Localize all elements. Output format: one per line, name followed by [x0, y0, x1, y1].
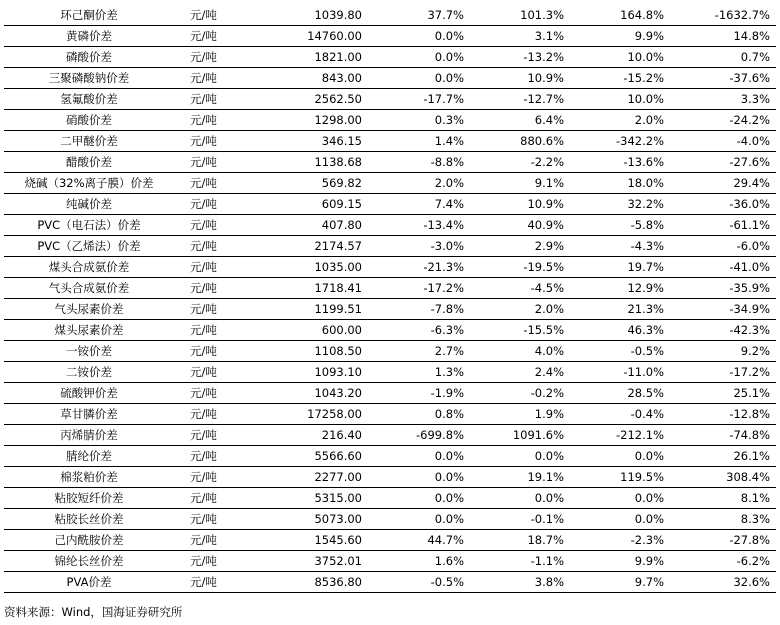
- cell-change-2: 0.0%: [470, 446, 570, 467]
- cell-change-3: 21.3%: [570, 299, 670, 320]
- cell-spread-value: 569.82: [270, 173, 368, 194]
- cell-item-name: 三聚磷酸钠价差: [4, 68, 174, 89]
- cell-spread-value: 1821.00: [270, 47, 368, 68]
- cell-change-2: 10.9%: [470, 194, 570, 215]
- cell-change-2: -4.5%: [470, 278, 570, 299]
- cell-item-name: PVC（电石法）价差: [4, 215, 174, 236]
- cell-change-1: -1.9%: [368, 383, 470, 404]
- table-row: [4, 215, 776, 236]
- cell-spread-value: 8536.80: [270, 572, 368, 593]
- cell-change-1: 1.3%: [368, 362, 470, 383]
- cell-spread-value: 1093.10: [270, 362, 368, 383]
- cell-item-name: 锦纶长丝价差: [4, 551, 174, 572]
- cell-change-3: -4.3%: [570, 236, 670, 257]
- cell-unit: 元/吨: [174, 131, 270, 152]
- cell-unit: 元/吨: [174, 488, 270, 509]
- table-row: [4, 110, 776, 131]
- cell-change-1: 0.0%: [368, 488, 470, 509]
- cell-unit: 元/吨: [174, 446, 270, 467]
- cell-spread-value: 5315.00: [270, 488, 368, 509]
- cell-item-name: 草甘膦价差: [4, 404, 174, 425]
- cell-change-3: 12.9%: [570, 278, 670, 299]
- cell-change-4: -12.8%: [670, 404, 776, 425]
- cell-change-3: -2.3%: [570, 530, 670, 551]
- table-row: [4, 404, 776, 425]
- cell-change-3: 119.5%: [570, 467, 670, 488]
- cell-change-1: 0.0%: [368, 68, 470, 89]
- cell-unit: 元/吨: [174, 362, 270, 383]
- cell-unit: 元/吨: [174, 215, 270, 236]
- cell-change-3: 32.2%: [570, 194, 670, 215]
- cell-item-name: 一铵价差: [4, 341, 174, 362]
- cell-change-4: -34.9%: [670, 299, 776, 320]
- cell-change-1: -6.3%: [368, 320, 470, 341]
- cell-spread-value: 2277.00: [270, 467, 368, 488]
- cell-item-name: 醋酸价差: [4, 152, 174, 173]
- cell-unit: 元/吨: [174, 530, 270, 551]
- cell-change-1: 1.4%: [368, 131, 470, 152]
- cell-change-4: 3.3%: [670, 89, 776, 110]
- cell-change-2: 18.7%: [470, 530, 570, 551]
- cell-unit: 元/吨: [174, 110, 270, 131]
- cell-spread-value: 2562.50: [270, 89, 368, 110]
- cell-change-4: 8.3%: [670, 509, 776, 530]
- table-row: [4, 467, 776, 488]
- cell-change-3: 9.9%: [570, 26, 670, 47]
- cell-item-name: 环己酮价差: [4, 5, 174, 26]
- cell-change-3: 2.0%: [570, 110, 670, 131]
- cell-change-3: -342.2%: [570, 131, 670, 152]
- cell-change-3: 10.0%: [570, 89, 670, 110]
- cell-spread-value: 5073.00: [270, 509, 368, 530]
- cell-item-name: 氢氟酸价差: [4, 89, 174, 110]
- table-row: [4, 131, 776, 152]
- cell-change-4: -24.2%: [670, 110, 776, 131]
- cell-change-2: 10.9%: [470, 68, 570, 89]
- table-row: [4, 152, 776, 173]
- cell-item-name: 气头合成氨价差: [4, 278, 174, 299]
- cell-change-3: 0.0%: [570, 509, 670, 530]
- table-row: [4, 509, 776, 530]
- cell-spread-value: 407.80: [270, 215, 368, 236]
- cell-change-1: 0.0%: [368, 26, 470, 47]
- cell-item-name: 粘胶短纤价差: [4, 488, 174, 509]
- cell-spread-value: 609.15: [270, 194, 368, 215]
- table-row: [4, 446, 776, 467]
- cell-change-3: -212.1%: [570, 425, 670, 446]
- table-row: [4, 572, 776, 593]
- cell-change-2: 3.8%: [470, 572, 570, 593]
- cell-unit: 元/吨: [174, 278, 270, 299]
- cell-change-4: -17.2%: [670, 362, 776, 383]
- cell-change-3: 0.0%: [570, 488, 670, 509]
- cell-change-3: 10.0%: [570, 47, 670, 68]
- cell-change-2: -1.1%: [470, 551, 570, 572]
- cell-change-4: 308.4%: [670, 467, 776, 488]
- cell-change-2: -13.2%: [470, 47, 570, 68]
- cell-change-4: 26.1%: [670, 446, 776, 467]
- cell-change-4: -61.1%: [670, 215, 776, 236]
- cell-unit: 元/吨: [174, 299, 270, 320]
- cell-change-3: 18.0%: [570, 173, 670, 194]
- cell-change-1: 0.8%: [368, 404, 470, 425]
- cell-change-2: 0.0%: [470, 488, 570, 509]
- cell-item-name: 二铵价差: [4, 362, 174, 383]
- table-row: [4, 551, 776, 572]
- price-spread-table: [4, 5, 776, 593]
- cell-change-2: 19.1%: [470, 467, 570, 488]
- cell-change-4: -27.8%: [670, 530, 776, 551]
- cell-item-name: 粘胶长丝价差: [4, 509, 174, 530]
- table-row: [4, 488, 776, 509]
- table-row: [4, 278, 776, 299]
- cell-change-3: 19.7%: [570, 257, 670, 278]
- cell-spread-value: 1298.00: [270, 110, 368, 131]
- cell-spread-value: 1039.80: [270, 5, 368, 26]
- cell-spread-value: 3752.01: [270, 551, 368, 572]
- cell-item-name: 烧碱（32%离子膜）价差: [4, 173, 174, 194]
- cell-change-4: -37.6%: [670, 68, 776, 89]
- table-row: [4, 89, 776, 110]
- table-row: [4, 362, 776, 383]
- cell-item-name: 气头尿素价差: [4, 299, 174, 320]
- cell-change-4: 0.7%: [670, 47, 776, 68]
- cell-change-1: 2.7%: [368, 341, 470, 362]
- cell-unit: 元/吨: [174, 194, 270, 215]
- table-row: [4, 383, 776, 404]
- table-row: [4, 68, 776, 89]
- cell-change-3: 46.3%: [570, 320, 670, 341]
- cell-change-2: 880.6%: [470, 131, 570, 152]
- cell-change-1: 0.3%: [368, 110, 470, 131]
- cell-unit: 元/吨: [174, 467, 270, 488]
- table-row: [4, 257, 776, 278]
- cell-item-name: 纯碱价差: [4, 194, 174, 215]
- cell-change-3: -15.2%: [570, 68, 670, 89]
- cell-spread-value: 1199.51: [270, 299, 368, 320]
- cell-item-name: 磷酸价差: [4, 47, 174, 68]
- cell-change-1: 2.0%: [368, 173, 470, 194]
- cell-change-2: -19.5%: [470, 257, 570, 278]
- cell-unit: 元/吨: [174, 551, 270, 572]
- cell-change-4: -6.0%: [670, 236, 776, 257]
- cell-spread-value: 1108.50: [270, 341, 368, 362]
- cell-change-4: -6.2%: [670, 551, 776, 572]
- table-body: [4, 5, 776, 593]
- table-row: [4, 236, 776, 257]
- cell-spread-value: 14760.00: [270, 26, 368, 47]
- cell-change-3: -0.5%: [570, 341, 670, 362]
- cell-change-4: 8.1%: [670, 488, 776, 509]
- cell-spread-value: 346.15: [270, 131, 368, 152]
- cell-change-4: -4.0%: [670, 131, 776, 152]
- table-row: [4, 5, 776, 26]
- cell-change-2: 9.1%: [470, 173, 570, 194]
- cell-unit: 元/吨: [174, 509, 270, 530]
- cell-change-4: 29.4%: [670, 173, 776, 194]
- cell-unit: 元/吨: [174, 320, 270, 341]
- cell-change-2: -12.7%: [470, 89, 570, 110]
- cell-change-4: -42.3%: [670, 320, 776, 341]
- cell-change-2: 2.4%: [470, 362, 570, 383]
- cell-change-2: 2.9%: [470, 236, 570, 257]
- cell-unit: 元/吨: [174, 236, 270, 257]
- table-row: [4, 530, 776, 551]
- spread-table-container: [4, 5, 776, 593]
- cell-change-1: -13.4%: [368, 215, 470, 236]
- cell-spread-value: 2174.57: [270, 236, 368, 257]
- cell-item-name: 己内酰胺价差: [4, 530, 174, 551]
- cell-change-2: 6.4%: [470, 110, 570, 131]
- table-row: [4, 194, 776, 215]
- cell-change-1: -3.0%: [368, 236, 470, 257]
- cell-change-4: -74.8%: [670, 425, 776, 446]
- cell-item-name: 腈纶价差: [4, 446, 174, 467]
- cell-spread-value: 1138.68: [270, 152, 368, 173]
- cell-item-name: 黄磷价差: [4, 26, 174, 47]
- cell-change-1: -17.2%: [368, 278, 470, 299]
- cell-unit: 元/吨: [174, 425, 270, 446]
- cell-change-1: 0.0%: [368, 47, 470, 68]
- cell-change-3: 164.8%: [570, 5, 670, 26]
- cell-item-name: PVC（乙烯法）价差: [4, 236, 174, 257]
- cell-change-3: -13.6%: [570, 152, 670, 173]
- table-row: [4, 173, 776, 194]
- cell-unit: 元/吨: [174, 257, 270, 278]
- cell-change-4: -41.0%: [670, 257, 776, 278]
- cell-change-2: 101.3%: [470, 5, 570, 26]
- cell-change-1: 7.4%: [368, 194, 470, 215]
- cell-item-name: 煤头合成氨价差: [4, 257, 174, 278]
- cell-change-1: -699.8%: [368, 425, 470, 446]
- cell-item-name: 棉浆粕价差: [4, 467, 174, 488]
- cell-change-4: -1632.7%: [670, 5, 776, 26]
- cell-spread-value: 843.00: [270, 68, 368, 89]
- table-row: [4, 425, 776, 446]
- cell-change-1: 0.0%: [368, 509, 470, 530]
- cell-unit: 元/吨: [174, 383, 270, 404]
- cell-change-4: 25.1%: [670, 383, 776, 404]
- cell-change-2: 1091.6%: [470, 425, 570, 446]
- cell-change-1: 44.7%: [368, 530, 470, 551]
- table-row: [4, 341, 776, 362]
- cell-unit: 元/吨: [174, 5, 270, 26]
- cell-item-name: 二甲醚价差: [4, 131, 174, 152]
- cell-change-1: -0.5%: [368, 572, 470, 593]
- cell-unit: 元/吨: [174, 47, 270, 68]
- cell-item-name: PVA价差: [4, 572, 174, 593]
- cell-unit: 元/吨: [174, 68, 270, 89]
- cell-item-name: 丙烯腈价差: [4, 425, 174, 446]
- cell-unit: 元/吨: [174, 152, 270, 173]
- cell-change-4: -35.9%: [670, 278, 776, 299]
- cell-change-1: 0.0%: [368, 446, 470, 467]
- cell-change-2: 2.0%: [470, 299, 570, 320]
- cell-change-4: 32.6%: [670, 572, 776, 593]
- cell-spread-value: 1035.00: [270, 257, 368, 278]
- cell-change-1: -8.8%: [368, 152, 470, 173]
- cell-change-3: 9.9%: [570, 551, 670, 572]
- cell-change-1: 37.7%: [368, 5, 470, 26]
- cell-unit: 元/吨: [174, 341, 270, 362]
- cell-unit: 元/吨: [174, 173, 270, 194]
- cell-change-4: -27.6%: [670, 152, 776, 173]
- cell-change-3: 0.0%: [570, 446, 670, 467]
- cell-change-4: -36.0%: [670, 194, 776, 215]
- table-row: [4, 47, 776, 68]
- cell-unit: 元/吨: [174, 89, 270, 110]
- cell-change-1: -21.3%: [368, 257, 470, 278]
- cell-change-1: 1.6%: [368, 551, 470, 572]
- cell-item-name: 煤头尿素价差: [4, 320, 174, 341]
- table-row: [4, 299, 776, 320]
- cell-spread-value: 1043.20: [270, 383, 368, 404]
- cell-change-3: -0.4%: [570, 404, 670, 425]
- cell-unit: 元/吨: [174, 572, 270, 593]
- table-row: [4, 26, 776, 47]
- cell-change-2: -2.2%: [470, 152, 570, 173]
- cell-change-4: 9.2%: [670, 341, 776, 362]
- cell-spread-value: 216.40: [270, 425, 368, 446]
- cell-unit: 元/吨: [174, 404, 270, 425]
- cell-change-2: 40.9%: [470, 215, 570, 236]
- cell-change-3: -11.0%: [570, 362, 670, 383]
- cell-change-4: 14.8%: [670, 26, 776, 47]
- cell-change-2: -0.2%: [470, 383, 570, 404]
- cell-spread-value: 1718.41: [270, 278, 368, 299]
- cell-spread-value: 1545.60: [270, 530, 368, 551]
- cell-change-3: -5.8%: [570, 215, 670, 236]
- cell-spread-value: 600.00: [270, 320, 368, 341]
- cell-unit: 元/吨: [174, 26, 270, 47]
- cell-change-2: 4.0%: [470, 341, 570, 362]
- cell-spread-value: 5566.60: [270, 446, 368, 467]
- cell-change-3: 9.7%: [570, 572, 670, 593]
- table-row: [4, 320, 776, 341]
- cell-change-1: -7.8%: [368, 299, 470, 320]
- cell-change-2: 1.9%: [470, 404, 570, 425]
- cell-change-1: -17.7%: [368, 89, 470, 110]
- cell-change-2: 3.1%: [470, 26, 570, 47]
- cell-change-2: -15.5%: [470, 320, 570, 341]
- cell-change-2: -0.1%: [470, 509, 570, 530]
- cell-item-name: 硝酸价差: [4, 110, 174, 131]
- cell-item-name: 硫酸钾价差: [4, 383, 174, 404]
- source-note: 资料来源：Wind，国海证券研究所: [4, 605, 183, 619]
- cell-change-3: 28.5%: [570, 383, 670, 404]
- cell-change-1: 0.0%: [368, 467, 470, 488]
- cell-spread-value: 17258.00: [270, 404, 368, 425]
